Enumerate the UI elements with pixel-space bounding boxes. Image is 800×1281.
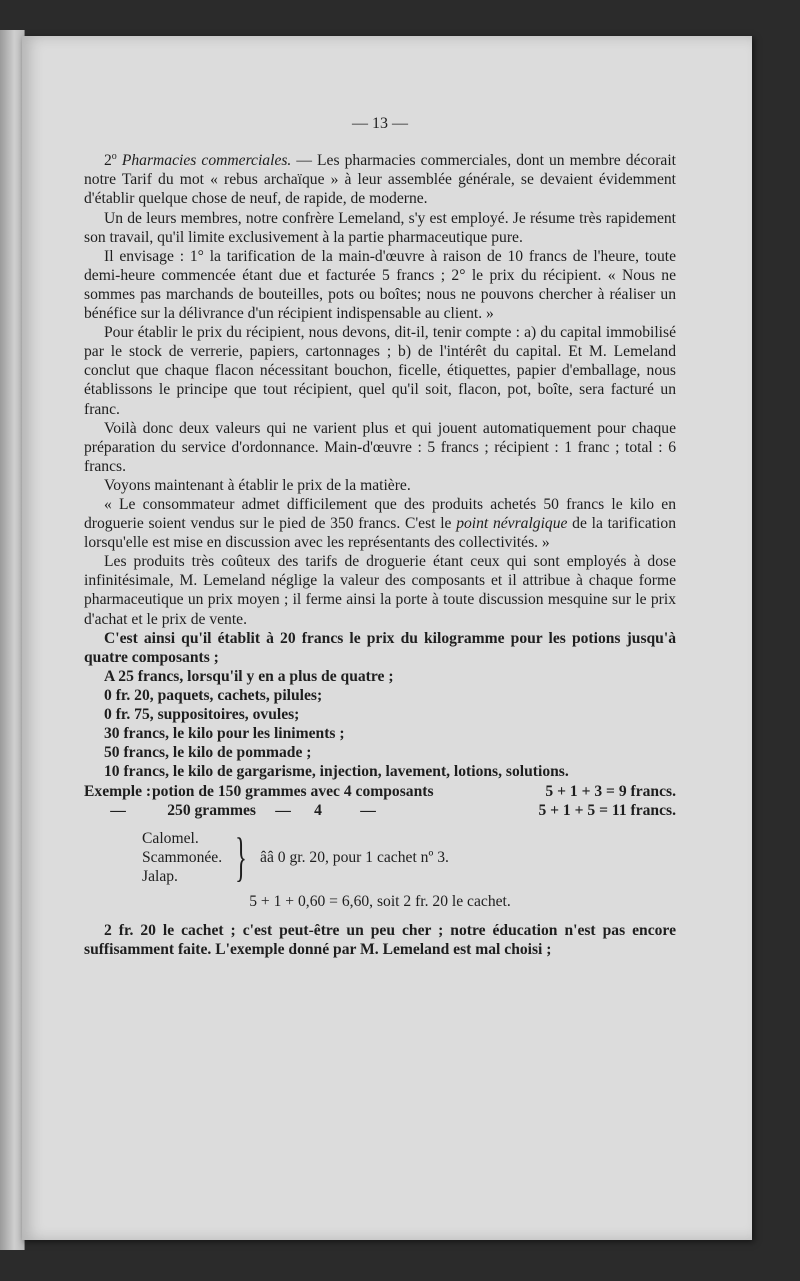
example-label: Exemple :	[84, 783, 152, 801]
paragraph-matiere: Voyons maintenant à établir le prix de la matière.	[104, 476, 411, 494]
price-list-item: 50 francs, le kilo de pommade ;	[104, 744, 312, 762]
price-formula: 5 + 1 + 0,60 = 6,60, soit 2 fr. 20 le cachet.	[249, 892, 511, 910]
price-list-item: A 25 francs, lorsqu'il y en a plus de quatre ;	[104, 667, 394, 685]
price-list-item: 0 fr. 20, paquets, cachets, pilules;	[104, 686, 323, 704]
paragraph-pharmacies-commerciales	[84, 147, 676, 208]
price-list-item: 0 fr. 75, suppositoires, ovules;	[104, 706, 300, 723]
example-description: potion de 150 grammes avec 4 composants	[152, 783, 434, 801]
section-title: Pharmacies commerciales.	[121, 152, 292, 170]
ingredient: Jalap.	[142, 867, 178, 885]
example-table	[84, 782, 676, 820]
brace-icon: }	[235, 827, 247, 888]
example-ditto: —	[360, 802, 376, 820]
ingredient: Scammonée.	[142, 848, 223, 866]
example-calculation: 5 + 1 + 3 = 9 francs.	[545, 783, 676, 801]
section-number-superscript: o	[111, 151, 117, 163]
example-grams: 250 grammes	[167, 802, 256, 820]
paragraph-text: — Les pharmacies commerciales, dont un membre décorait notre Tarif du mot « rebus archaïque » à leur assemblée générale, se devaient évidemment d'établir quelque chose de neuf, de rapide, de moderne.	[84, 152, 676, 208]
prescription-composition	[142, 829, 676, 886]
paragraph-conclusion: 2 fr. 20 le cachet ; c'est peut-être un peu cher ; notre éducation n'est pas encore suffisamment faite. L'exemple donné par M. Lemeland est mal choisi ;	[84, 921, 676, 958]
example-calculation: 5 + 1 + 5 = 11 francs.	[538, 802, 676, 820]
example-ditto: —	[275, 802, 291, 820]
example-row	[84, 782, 676, 801]
price-list	[84, 629, 676, 782]
quote-text-b: de la tarification lorsqu'elle est mise en discussion avec les représentants des collectivités. »	[84, 515, 677, 552]
page-number: — 13 —	[352, 115, 408, 132]
example-ditto: —	[110, 802, 126, 820]
paragraph-produits-couteux: Les produits très coûteux des tarifs de droguerie étant ceux qui sont employés à dose infinitésimale, M. Lemeland néglige la valeur des composants et il attribue à chaque forme pharmaceutique un prix moyen ; il ferme ainsi la porte à toute discussion mesquine sur le prix d'achat et le prix de vente.	[84, 553, 676, 628]
paragraph-consommateur	[84, 495, 676, 552]
quote-text-a: « Le consommateur admet difficilement que des produits achetés 50 francs le kilo en droguerie soient vendus sur le pied de 350 francs. C'est le	[84, 495, 676, 533]
example-row	[84, 801, 676, 820]
example-count: 4	[314, 802, 322, 820]
paragraph-envisage: Il envisage : 1° la tarification de la main-d'œuvre à raison de 10 francs de l'heure, toute demi-heure commencée étant due et facturée 5 francs ; 2° le prix du récipient. « Nous ne sommes pas marchands de bouteilles, pots ou boîtes; nous ne pouvons chercher à réaliser un bénéfice sur la délivrance d'un récipient indispensable au client. »	[84, 247, 676, 323]
paragraph-valeurs: Voilà donc deux valeurs qui ne varient plus et qui jouent automatiquement pour chaque préparation du service d'ordonnance. Main-d'œuvre : 5 francs ; récipient : 1 franc ; total : 6 francs.	[84, 419, 676, 475]
price-list-item: 10 francs, le kilo de gargarisme, injection, lavement, lotions, solutions.	[104, 763, 569, 781]
book-page	[22, 36, 752, 1240]
price-list-intro: C'est ainsi qu'il établit à 20 francs le prix du kilogramme pour les potions jusqu'à quatre composants ;	[84, 629, 676, 666]
paragraph-recipient: Pour établir le prix du récipient, nous devons, dit-il, tenir compte : a) du capital immobilisé par le stock de verrerie, papiers, cartonnages ; b) de l'intérêt du capital. Et M. Lemeland conclut que chaque flacon nécessitant bouchon, ficelle, étiquettes, papier d'emballage, nous établissons le principe que tout récipient, quel qu'il soit, flacon, pot, boîte, sera facturé un franc.	[84, 324, 676, 418]
section-number: 2	[104, 152, 112, 170]
price-list-item: 30 francs, le kilo pour les liniments ;	[104, 725, 345, 743]
page-content	[84, 114, 676, 959]
quote-emphasis: point névralgique	[456, 515, 568, 533]
paragraph-lemeland: Un de leurs membres, notre confrère Lemeland, s'y est employé. Je résume très rapidement son travail, qu'il limite exclusivement à la partie pharmaceutique pure.	[84, 209, 676, 246]
dose-text: ââ 0 gr. 20, pour 1 cachet nº 3.	[260, 848, 449, 866]
ingredient-list	[142, 829, 222, 886]
ingredient: Calomel.	[142, 829, 199, 847]
